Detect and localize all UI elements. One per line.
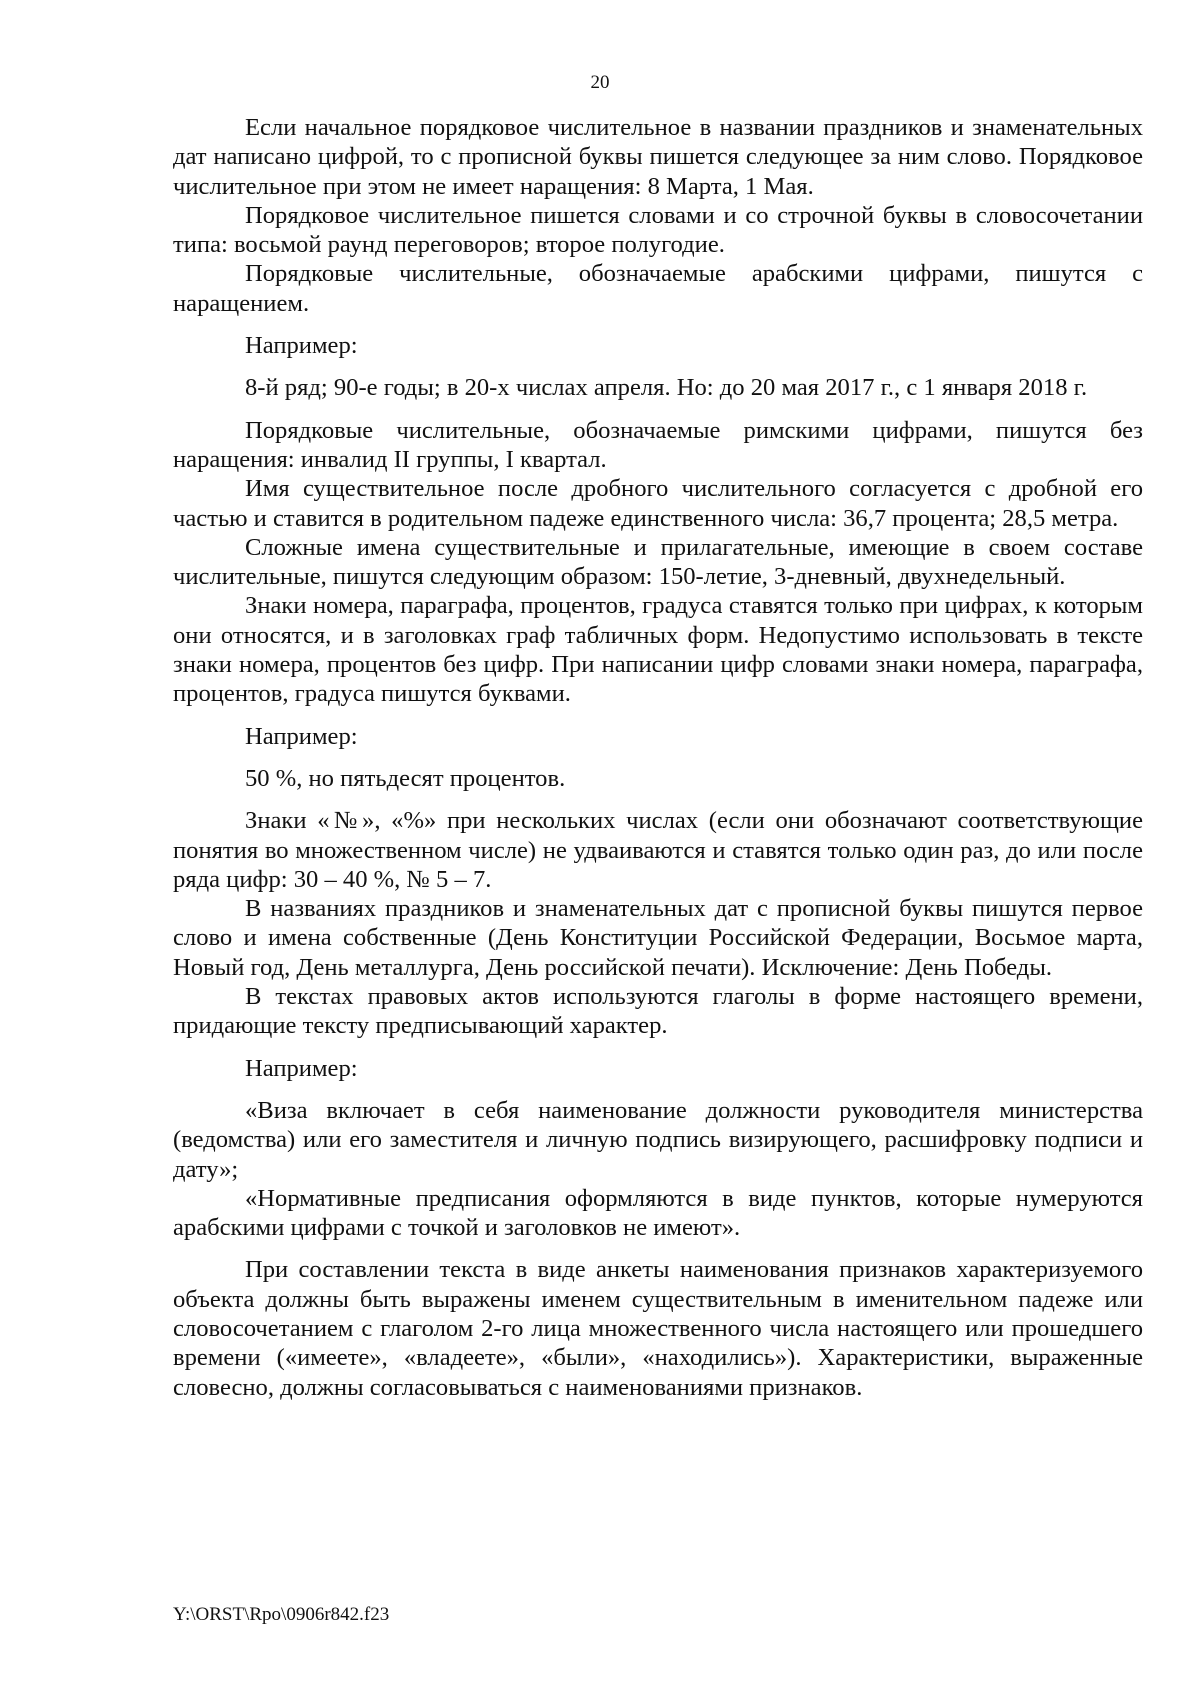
page-number: 20	[590, 72, 610, 93]
example-label: Например:	[245, 722, 358, 750]
document-body	[173, 113, 1143, 1402]
paragraph: Знаки номера, параграфа, процентов, градуса ставятся только при цифрах, к которым они относятся, и в заголовках граф табличных форм. Недопустимо использовать в тексте знаки номера, процентов без цифр. При написании цифр словами знаки номера, параграфа, процентов, градуса пишутся буквами.	[173, 592, 1143, 708]
paragraph: Порядковое числительное пишется словами и со строчной буквы в словосочетании типа: восьмой раунд переговоров; второе полугодие.	[173, 201, 1143, 259]
paragraph: Имя существительное после дробного числительного согласуется с дробной его частью и ставится в родительном падеже единственного числа: 36,7 процента; 28,5 метра.	[173, 475, 1143, 532]
paragraph: В текстах правовых актов используются глаголы в форме настоящего времени, придающие тексту предписывающий характер.	[173, 983, 1143, 1040]
example-text: 50 %, но пятьдесят процентов.	[245, 764, 566, 792]
example-quote: «Нормативные предписания оформляются в виде пунктов, которые нумеруются арабскими цифрами с точкой и заголовков не имеют».	[173, 1184, 1143, 1242]
footer-file-path: Y:\ORST\Rpo\0906r842.f23	[173, 1604, 390, 1625]
example-label: Например:	[245, 1054, 358, 1082]
paragraph: Порядковые числительные, обозначаемые римскими цифрами, пишутся без наращения: инвалид II группы, I квартал.	[173, 416, 1143, 473]
paragraph: Сложные имена существительные и прилагательные, имеющие в своем составе числительные, пишутся следующим образом: 150-летие, 3-дневный, двухнедельный.	[173, 533, 1143, 591]
example-label: Например:	[245, 332, 358, 360]
paragraph: Знаки «№», «%» при нескольких числах (если они обозначают соответствующие понятия во множественном числе) не удваиваются и ставятся только один раз, до или после ряда цифр: 30 – 40 %, № 5 – 7.	[173, 807, 1143, 893]
paragraph: Порядковые числительные, обозначаемые арабскими цифрами, пишутся с наращением.	[173, 260, 1143, 317]
example-text: 8-й ряд; 90-е годы; в 20-х числах апреля. Но: до 20 мая 2017 г., с 1 января 2018 г.	[245, 374, 1088, 402]
example-quote: «Виза включает в себя наименование должности руководителя министерства (ведомства) или его заместителя и личную подпись визирующего, расшифровку подписи и дату»;	[173, 1096, 1143, 1183]
paragraph: Если начальное порядковое числительное в названии праздников и знаменательных дат написано цифрой, то с прописной буквы пишется следующее за ним слово. Порядковое числительное при этом не имеет наращения: 8 Марта, 1 Мая.	[173, 114, 1143, 200]
paragraph: При составлении текста в виде анкеты наименования признаков характеризуемого объекта должны быть выражены именем существительным в именительном падеже или словосочетанием с глаголом 2-го лица множественного числа настоящего или прошедшего времени («имеете», «владеете», «были», «находились»). Характеристики, выраженные словесно, должны согласовываться с наименованиями признаков.	[173, 1256, 1143, 1401]
paragraph: В названиях праздников и знаменательных дат с прописной буквы пишутся первое слово и имена собственные (День Конституции Российской Федерации, Восьмое марта, Новый год, День металлурга, День российской печати). Исключение: День Победы.	[173, 895, 1143, 981]
